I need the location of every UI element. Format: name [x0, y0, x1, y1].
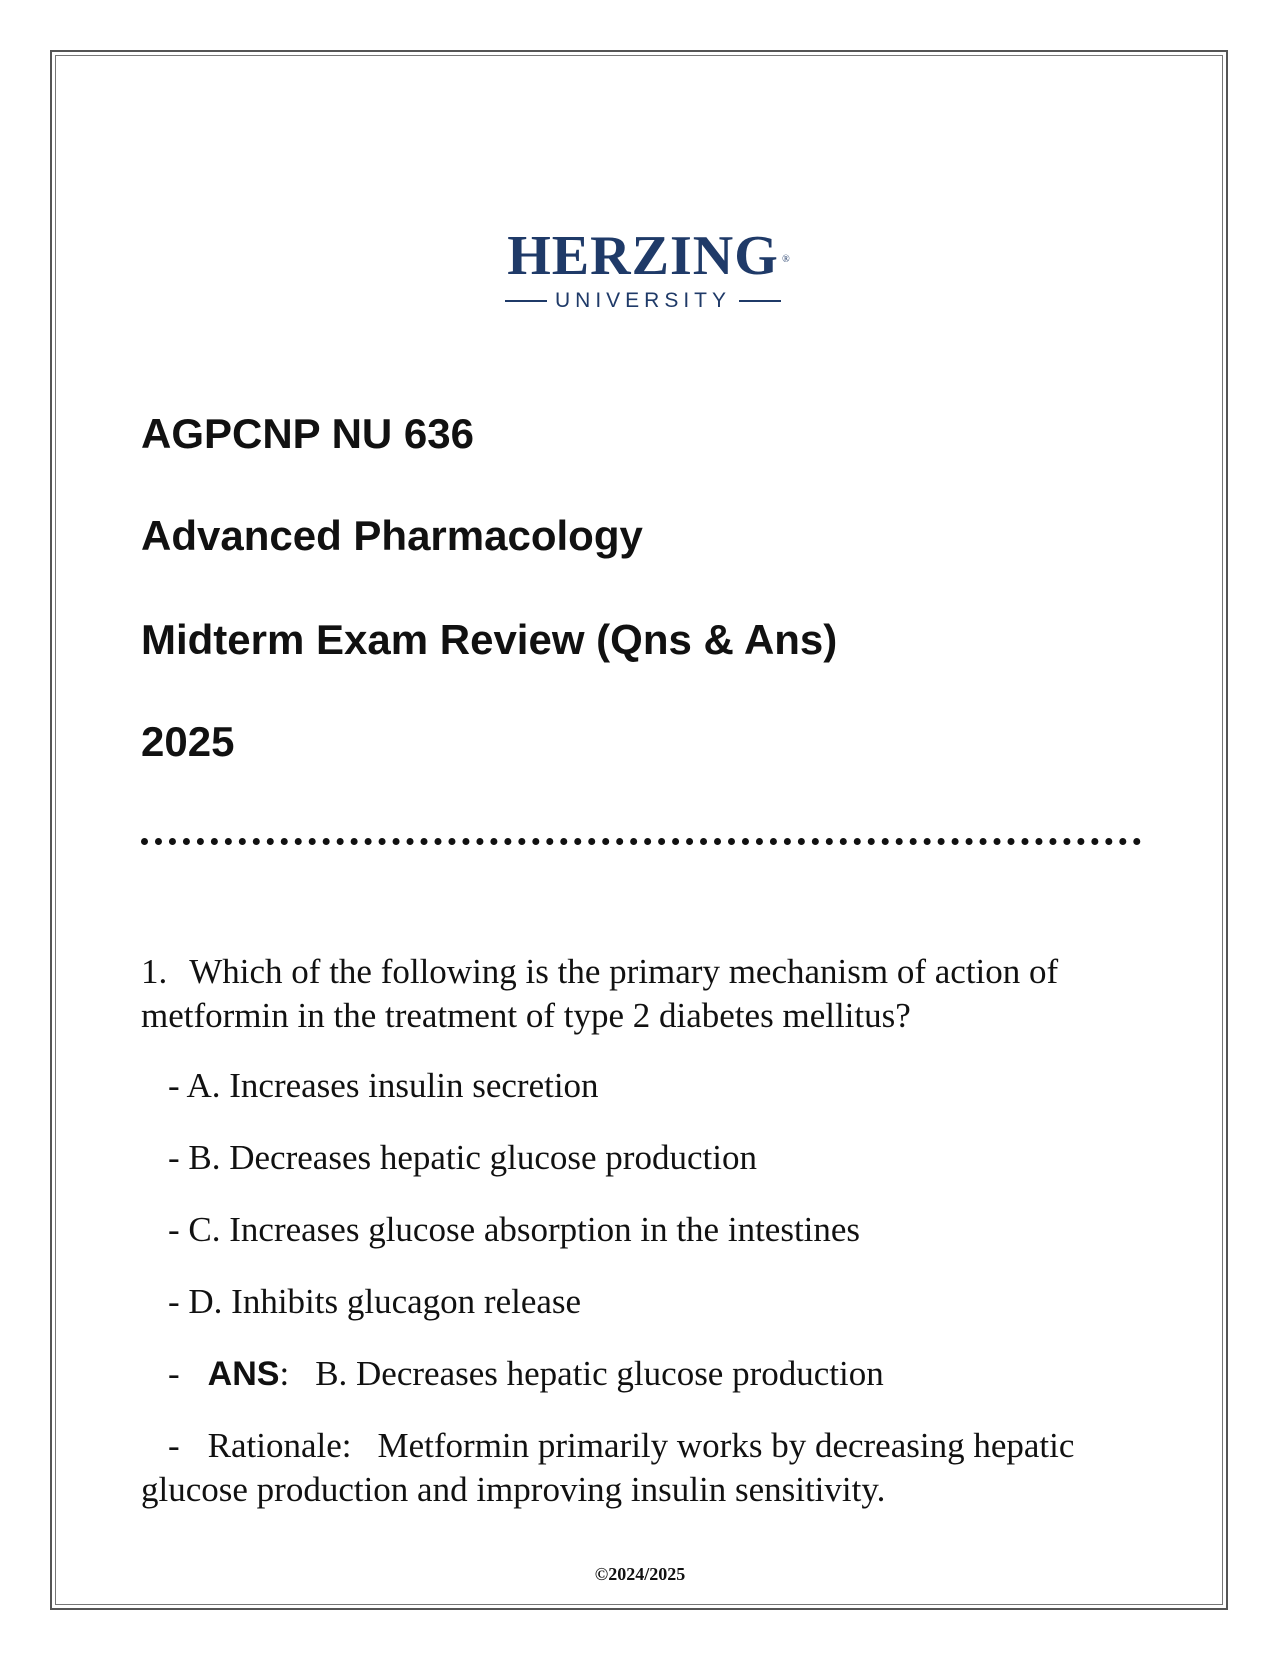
question-text: Which of the following is the primary mechanism of action of metformin in the treatment of type 2 diabetes mellitus? — [141, 952, 1059, 1035]
rationale-lead — [141, 1426, 378, 1465]
question-number: 1. — [141, 952, 168, 991]
answer-dash: - — [168, 1354, 180, 1393]
logo-name: HERZING — [507, 225, 779, 287]
rationale-label: Rationale: — [207, 1426, 352, 1465]
answer-text: B. Decreases hepatic glucose production — [315, 1354, 884, 1393]
answer-row — [168, 1352, 884, 1396]
answer-colon: : — [279, 1354, 290, 1393]
copyright-footer: ©2024/2025 — [594, 1564, 686, 1584]
logo-right-rule — [739, 300, 781, 302]
exam-year: 2025 — [141, 718, 235, 765]
option-b: - B. Decreases hepatic glucose production — [168, 1138, 757, 1177]
rationale — [141, 1424, 1151, 1512]
logo-left-rule — [505, 300, 547, 302]
herzing-university-logo — [488, 225, 798, 318]
question-1 — [141, 950, 1141, 1038]
logo-registered-mark: ® — [782, 254, 791, 265]
rationale-text: Metformin primarily works by decreasing hepatic glucose production and improving insulin sensitivity. — [141, 1426, 1075, 1509]
option-c: - C. Increases glucose absorption in the intestines — [168, 1210, 861, 1249]
course-name: Advanced Pharmacology — [141, 512, 643, 559]
option-d: - D. Inhibits glucagon release — [168, 1282, 582, 1321]
logo-subtitle: UNIVERSITY — [554, 289, 732, 312]
option-a: - A. Increases insulin secretion — [168, 1066, 599, 1105]
logo-wordmark — [507, 225, 791, 287]
logo-subtitle-row — [488, 290, 798, 312]
answer-label: ANS — [207, 1355, 280, 1393]
dotted-divider — [141, 838, 1141, 845]
course-code: AGPCNP NU 636 — [141, 410, 475, 457]
exam-name: Midterm Exam Review (Qns & Ans) — [141, 616, 838, 663]
rationale-dash: - — [168, 1426, 180, 1465]
